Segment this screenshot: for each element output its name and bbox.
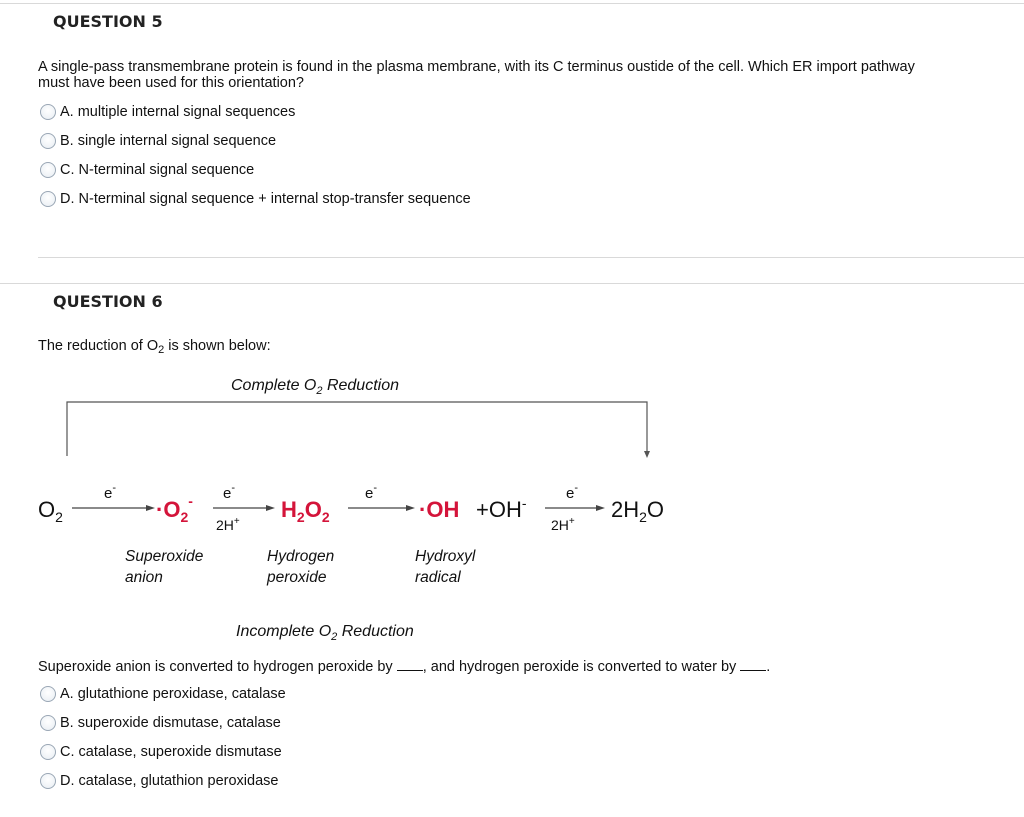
stem-part-1: Superoxide anion is converted to hydrogen peroxide by xyxy=(38,659,397,675)
hydroxyl-radical-name: Hydroxyl radical xyxy=(415,548,476,586)
question-6-top-divider xyxy=(0,283,1024,284)
hydrogen-peroxide-species: $H_2O_2$ xyxy=(281,497,330,525)
q6-option-d[interactable] xyxy=(40,771,278,791)
q5-option-c[interactable] xyxy=(40,160,254,180)
bracket-arrowhead-icon xyxy=(644,451,650,458)
proton-label-2: 2H+ xyxy=(551,516,575,533)
radio-button[interactable] xyxy=(40,744,56,760)
q6-option-b[interactable] xyxy=(40,713,281,733)
electron-label-2: e- xyxy=(223,482,236,502)
question-6-title: QUESTION 6 xyxy=(53,292,163,311)
option-label: D. N-terminal signal sequence + internal stop-transfer sequence xyxy=(60,191,471,207)
option-label: C. catalase, superoxide dismutase xyxy=(60,744,282,760)
question-5-title: QUESTION 5 xyxy=(53,12,163,31)
q5-option-a[interactable] xyxy=(40,102,295,122)
superoxide-name: Superoxide anion xyxy=(125,548,204,586)
intro-text: The reduction of O xyxy=(38,338,159,354)
complete-reduction-label: Complete $O_2$ Reduction xyxy=(231,377,399,397)
radio-button[interactable] xyxy=(40,133,56,149)
electron-label-1: e- xyxy=(104,482,117,502)
stem-part-2: , and hydrogen peroxide is converted to water by xyxy=(422,659,741,675)
stem-part-3: . xyxy=(766,659,771,675)
option-label: B. single internal signal sequence xyxy=(60,133,277,149)
electron-label-3: e- xyxy=(365,482,378,502)
water-species: $2H_2O$ xyxy=(611,497,665,525)
proton-label-1: 2H+ xyxy=(216,516,240,533)
intro-subscript: 2 xyxy=(158,344,165,356)
radio-button[interactable] xyxy=(40,104,56,120)
hydroxide-species: +OH- xyxy=(476,495,527,522)
answer-blank-2 xyxy=(740,658,766,671)
question-5-stem xyxy=(38,59,998,91)
arrowhead-icon xyxy=(596,505,605,511)
radio-button[interactable] xyxy=(40,162,56,178)
question-6-stem xyxy=(38,658,998,675)
o2-species: $O_2$ xyxy=(38,497,63,525)
arrowhead-icon xyxy=(266,505,275,511)
intro-tail: is shown below: xyxy=(164,338,271,354)
q6-option-a[interactable] xyxy=(40,684,286,704)
radio-button[interactable] xyxy=(40,191,56,207)
incomplete-reduction-label: Incomplete $O_2$ Reduction xyxy=(236,623,414,643)
question-5-stem-line-2: must have been used for this orientation? xyxy=(38,75,304,91)
arrowhead-icon xyxy=(406,505,415,511)
q5-option-d[interactable] xyxy=(40,189,471,209)
superoxide-species: $\cdot O_2^-$ xyxy=(156,493,193,525)
o2-reduction-diagram xyxy=(0,360,720,645)
question-6-intro xyxy=(38,338,998,355)
question-5-stem-line-1: A single-pass transmembrane protein is found in the plasma membrane, with its C terminus oustide of the cell. Which ER import pathway xyxy=(38,59,915,75)
option-label: A. multiple internal signal sequences xyxy=(60,104,296,120)
electron-label-4: e- xyxy=(566,482,579,502)
arrowhead-icon xyxy=(146,505,155,511)
radio-button[interactable] xyxy=(40,773,56,789)
hydrogen-peroxide-name: Hydrogen peroxide xyxy=(267,548,335,586)
option-label: C. N-terminal signal sequence xyxy=(60,162,255,178)
question-5-bottom-divider xyxy=(38,257,1024,258)
radio-button[interactable] xyxy=(40,686,56,702)
q5-option-b[interactable] xyxy=(40,131,276,151)
hydroxyl-radical-species: ·OH xyxy=(419,497,460,522)
radio-button[interactable] xyxy=(40,715,56,731)
q6-option-c[interactable] xyxy=(40,742,282,762)
complete-reduction-bracket xyxy=(67,402,647,456)
top-divider xyxy=(0,3,1024,4)
option-label: A. glutathione peroxidase, catalase xyxy=(60,686,286,702)
option-label: D. catalase, glutathion peroxidase xyxy=(60,773,279,789)
option-label: B. superoxide dismutase, catalase xyxy=(60,715,281,731)
answer-blank-1 xyxy=(397,658,423,671)
